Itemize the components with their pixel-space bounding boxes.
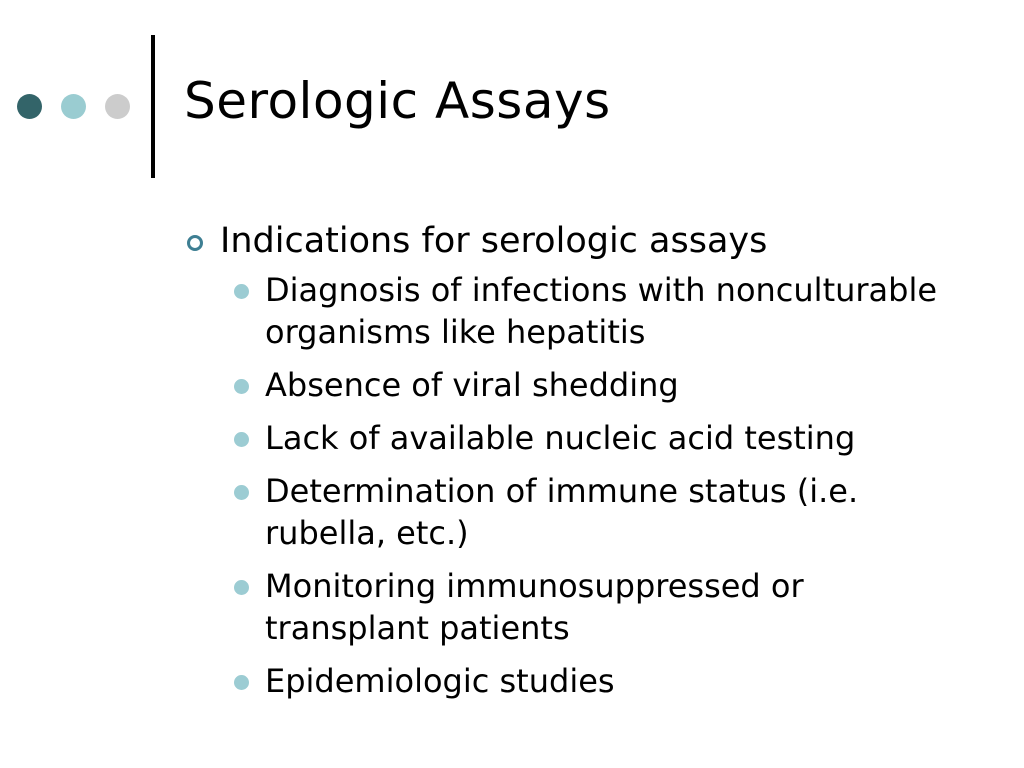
sub-bullet-item	[265, 417, 965, 459]
sub-bullet-text: Monitoring immunosuppressed or transplant patients	[265, 567, 804, 647]
sub-bullet-text: Diagnosis of infections with nonculturable organisms like hepatitis	[265, 271, 938, 351]
sub-bullet-text: Determination of immune status (i.e. rubella, etc.)	[265, 472, 859, 552]
sub-bullet-item	[265, 364, 965, 406]
sub-bullet-item	[265, 269, 965, 353]
dot-bullet-icon	[234, 580, 249, 595]
sub-bullet-text: Lack of available nucleic acid testing	[265, 419, 856, 457]
sub-bullet-text: Epidemiologic studies	[265, 662, 615, 700]
bullet-level1	[184, 216, 984, 266]
dot-bullet-icon	[234, 284, 249, 299]
dot-bullet-icon	[234, 485, 249, 500]
slide-content	[184, 216, 984, 713]
decor-dot-light	[105, 94, 130, 119]
ring-bullet-icon	[187, 235, 203, 251]
decor-dot-mid	[61, 94, 86, 119]
sub-bullet-text: Absence of viral shedding	[265, 366, 679, 404]
sub-bullet-item	[265, 660, 965, 702]
title-divider	[151, 35, 155, 178]
sub-bullet-item	[265, 470, 965, 554]
decor-dot-dark	[17, 94, 42, 119]
slide-title: Serologic Assays	[184, 72, 611, 130]
sub-bullet-list	[184, 269, 984, 702]
dot-bullet-icon	[234, 379, 249, 394]
dot-bullet-icon	[234, 675, 249, 690]
sub-bullet-item	[265, 565, 965, 649]
dot-bullet-icon	[234, 432, 249, 447]
bullet-level1-text: Indications for serologic assays	[220, 221, 768, 261]
